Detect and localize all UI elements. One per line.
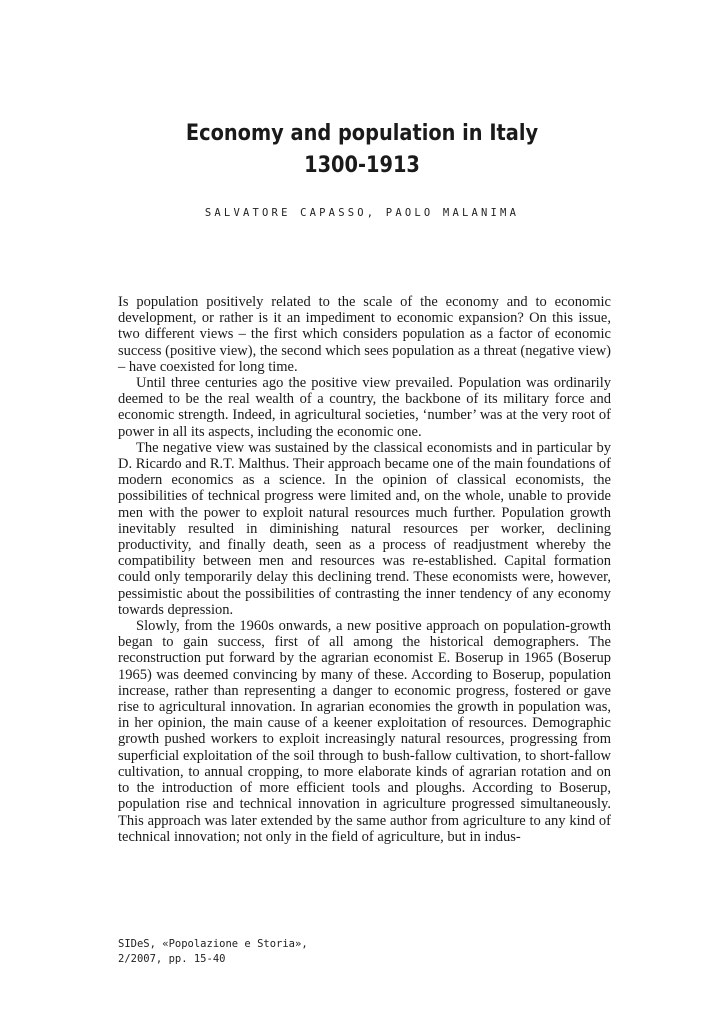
title-line-2: 1300-1913 xyxy=(304,153,420,178)
journal-footer xyxy=(118,937,308,967)
paragraph-4: Slowly, from the 1960s onwards, a new positive approach on population-growth began to gain success, first of all among the historical demographers. The reconstruction put forward by the agrarian economist E. Boserup in 1965 (Boserup 1965) was deemed convincing by many of these. According to Boserup, population increase, rather than representing a danger to economic progress, fostered or gave rise to agricultural innovation. In agrarian economies the growth in population was, in her opinion, the main cause of a keener exploitation of resources. Demographic growth pushed workers to exploit increasingly natural resources, progressing from superficial exploitation of the soil through to bush-fallow cultivation, to short-fallow cultivation, to annual cropping, to more elaborate kinds of agrarian rotation and on to the introduction of more efficient tools and ploughs. According to Boserup, population rise and technical innovation in agriculture progressed simultaneously. This approach was later extended by the same author from agriculture to any kind of technical innovation; not only in the field of agriculture, but in indus- xyxy=(118,618,611,845)
article-title xyxy=(43,118,680,182)
footer-issue: 2/2007, pp. 15-40 xyxy=(118,953,226,965)
article-body xyxy=(118,294,611,845)
paragraph-1: Is population positively related to the scale of the economy and to economic development, or rather is it an impediment to economic expansion? On this issue, two different views – the first which considers population as a factor of economic success (positive view), the second which sees population as a threat (negative view) – have coexisted for long time. xyxy=(118,294,611,375)
paragraph-3: The negative view was sustained by the classical economists and in particular by D. Ricardo and R.T. Malthus. Their approach became one of the main foundations of modern economics as a science. In the opinion of classical economists, the possibilities of technical progress were limited and, on the whole, unable to provide men with the power to exploit natural resources much further. Population growth inevitably resulted in diminishing natural resources per worker, declining productivity, and finally death, seen as a process of readjustment whereby the compatibility between men and resources was re-established. Capital formation could only temporarily delay this declining trend. These economists were, however, pessimistic about the possibilities of contrasting the inner tendency of any economy towards depression. xyxy=(118,439,611,618)
author-names: SALVATORE CAPASSO, PAOLO MALANIMA xyxy=(204,207,520,219)
footer-journal: SIDeS, «Popolazione e Storia», xyxy=(118,938,308,950)
paragraph-2: Until three centuries ago the positive view prevailed. Population was ordinarily deemed to be the real wealth of a country, the backbone of its military force and economic strength. Indeed, in agricultural societies, ‘number’ was at the very root of power in all its aspects, including the economic one. xyxy=(118,375,611,440)
title-line-1: Economy and population in Italy xyxy=(185,121,539,146)
